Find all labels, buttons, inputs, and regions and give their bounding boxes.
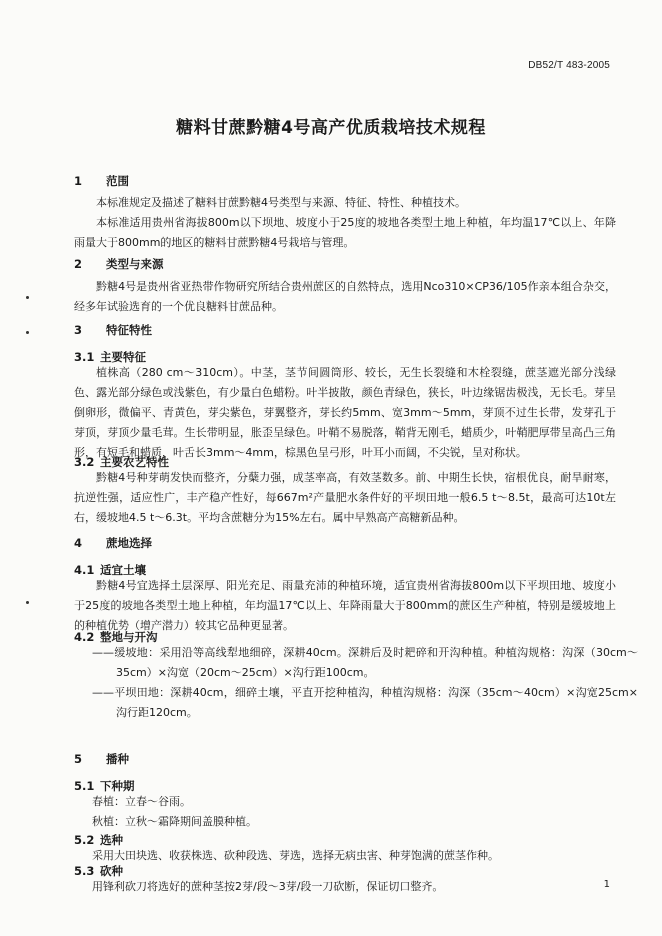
subsection-number: 3.1: [74, 350, 95, 364]
subsection-5-2-paragraph: 采用大田块选、收获株选、砍种段选、芽选，选择无病虫害、种芽饱满的蔗茎作种。: [92, 849, 499, 862]
subsection-3-2-paragraph: 黔糖4号种芽萌发快而整齐，分蘖力强，成茎率高，有效茎数多。前、中期生长快，宿根优良，耐旱耐寒，抗逆性强，适应性广，丰产稳产性好，每667m²产量肥水条件好的平坝田地一般6.5 t～8.5t，最高可达10t左右，缓坡地4.5 t～6.3t。平均含蔗糖分为15%左右。属中早熟高产高糖新品种。: [74, 471, 616, 524]
scan-speck: [26, 296, 29, 299]
list-item-autumn-planting: 秋植：立秋～霜降期间盖膜种植。: [92, 815, 257, 828]
subsection-title: 主要特征: [100, 350, 146, 364]
subsection-title: 下种期: [100, 779, 135, 793]
subsection-title: 选种: [100, 833, 123, 847]
section-3-heading: [74, 322, 152, 338]
subsection-number: 4.2: [74, 630, 95, 644]
section-title: 类型与来源: [106, 257, 164, 271]
subsection-title: 砍种: [100, 864, 123, 878]
section-1-paragraph-2: 本标准适用贵州省海拔800m以下坝地、坡度小于25度的坡地各类型土地上种植，年均温17℃以上、年降雨量大于800mm的地区的糖料甘蔗黔糖4号栽培与管理。: [74, 216, 616, 249]
subsection-number: 5.1: [74, 779, 95, 793]
subsection-5-3-paragraph: 用锋利砍刀将选好的蔗种茎按2芽/段～3芽/段一刀砍断，保证切口整齐。: [92, 880, 444, 893]
section-title: 范围: [106, 174, 129, 188]
section-title: 播种: [106, 752, 129, 766]
section-number: 4: [74, 536, 83, 550]
list-item-flat-land: ——平坝田地：深耕40cm，细碎土壤，平直开挖种植沟，种植沟规格：沟深（35cm～40cm）×沟宽25cm×沟行距120cm。: [92, 686, 638, 719]
section-number: 1: [74, 174, 83, 188]
section-title: 特征特性: [106, 323, 152, 337]
subsection-number: 5.2: [74, 833, 95, 847]
section-number: 3: [74, 323, 83, 337]
section-1-paragraph-1: 本标准规定及描述了糖料甘蔗黔糖4号类型与来源、特征、特性、种植技术。: [96, 196, 466, 209]
document-code: DB52/T 483-2005: [528, 60, 610, 71]
section-5-heading: [74, 751, 129, 767]
list-item-spring-planting: 春植：立春～谷雨。: [92, 795, 191, 808]
page-number: 1: [603, 879, 610, 890]
section-2-heading: [74, 256, 164, 272]
section-4-heading: [74, 535, 152, 551]
subsection-number: 3.2: [74, 455, 95, 469]
subsection-3-1-paragraph: 植株高（280 cm～310cm）。中茎，茎节间圆筒形、较长，无生长裂缝和木栓裂缝，蔗茎遮光部分浅绿色、露光部分绿色或浅紫色，有少量白色蜡粉。叶半披散，颜色青绿色，狭长，叶边缘锯齿极浅，无长毛。芽呈倒卵形，微偏平、青黄色，芽尖紫色，芽翼整齐，芽长约5mm、宽3mm～5mm，芽顶不过生长带，发芽孔于芽顶，芽顶少量毛茸。生长带明显，胀歪呈绿色。叶鞘不易脱落，鞘背无刚毛，蜡质少，叶鞘肥厚带呈高凸三角形，有短毛和蜡质，叶舌长3mm～4mm，棕黑色呈弓形，叶耳小而阔，不尖锐，呈对称状。: [74, 366, 616, 459]
subsection-number: 4.1: [74, 563, 95, 577]
section-number: 5: [74, 752, 83, 766]
subsection-title: 适宜土壤: [100, 563, 146, 577]
scan-speck: [26, 601, 29, 604]
section-number: 2: [74, 257, 83, 271]
subsection-title: 主要农艺特性: [100, 455, 169, 469]
subsection-4-1-paragraph: 黔糖4号宜选择土层深厚、阳光充足、雨量充沛的种植环境，适宜贵州省海拔800m以下平坝田地、坡度小于25度的坡地各类型土地上种植，年均温17℃以上、年降雨量大于800mm的蔗区生产种植，特别是缓坡地上的种植优势（增产潜力）较其它品种更显著。: [74, 579, 616, 632]
section-title: 蔗地选择: [106, 536, 152, 550]
page-title: 糖料甘蔗黔糖4号高产优质栽培技术规程: [176, 118, 486, 138]
section-1-heading: [74, 173, 129, 189]
list-item-slope-land: ——缓坡地：采用沿等高线犁地细碎，深耕40cm。深耕后及时耙碎和开沟种植。种植沟规格：沟深（30cm～35cm）×沟宽（20cm～25cm）×沟行距100cm。: [92, 646, 638, 679]
scan-speck: [26, 331, 29, 334]
section-2-paragraph: 黔糖4号是贵州省亚热带作物研究所结合贵州蔗区的自然特点，选用Nco310×CP36/105作亲本组合杂交，经多年试验选育的一个优良糖料甘蔗品种。: [74, 280, 616, 313]
subsection-number: 5.3: [74, 864, 95, 878]
subsection-title: 整地与开沟: [100, 630, 158, 644]
